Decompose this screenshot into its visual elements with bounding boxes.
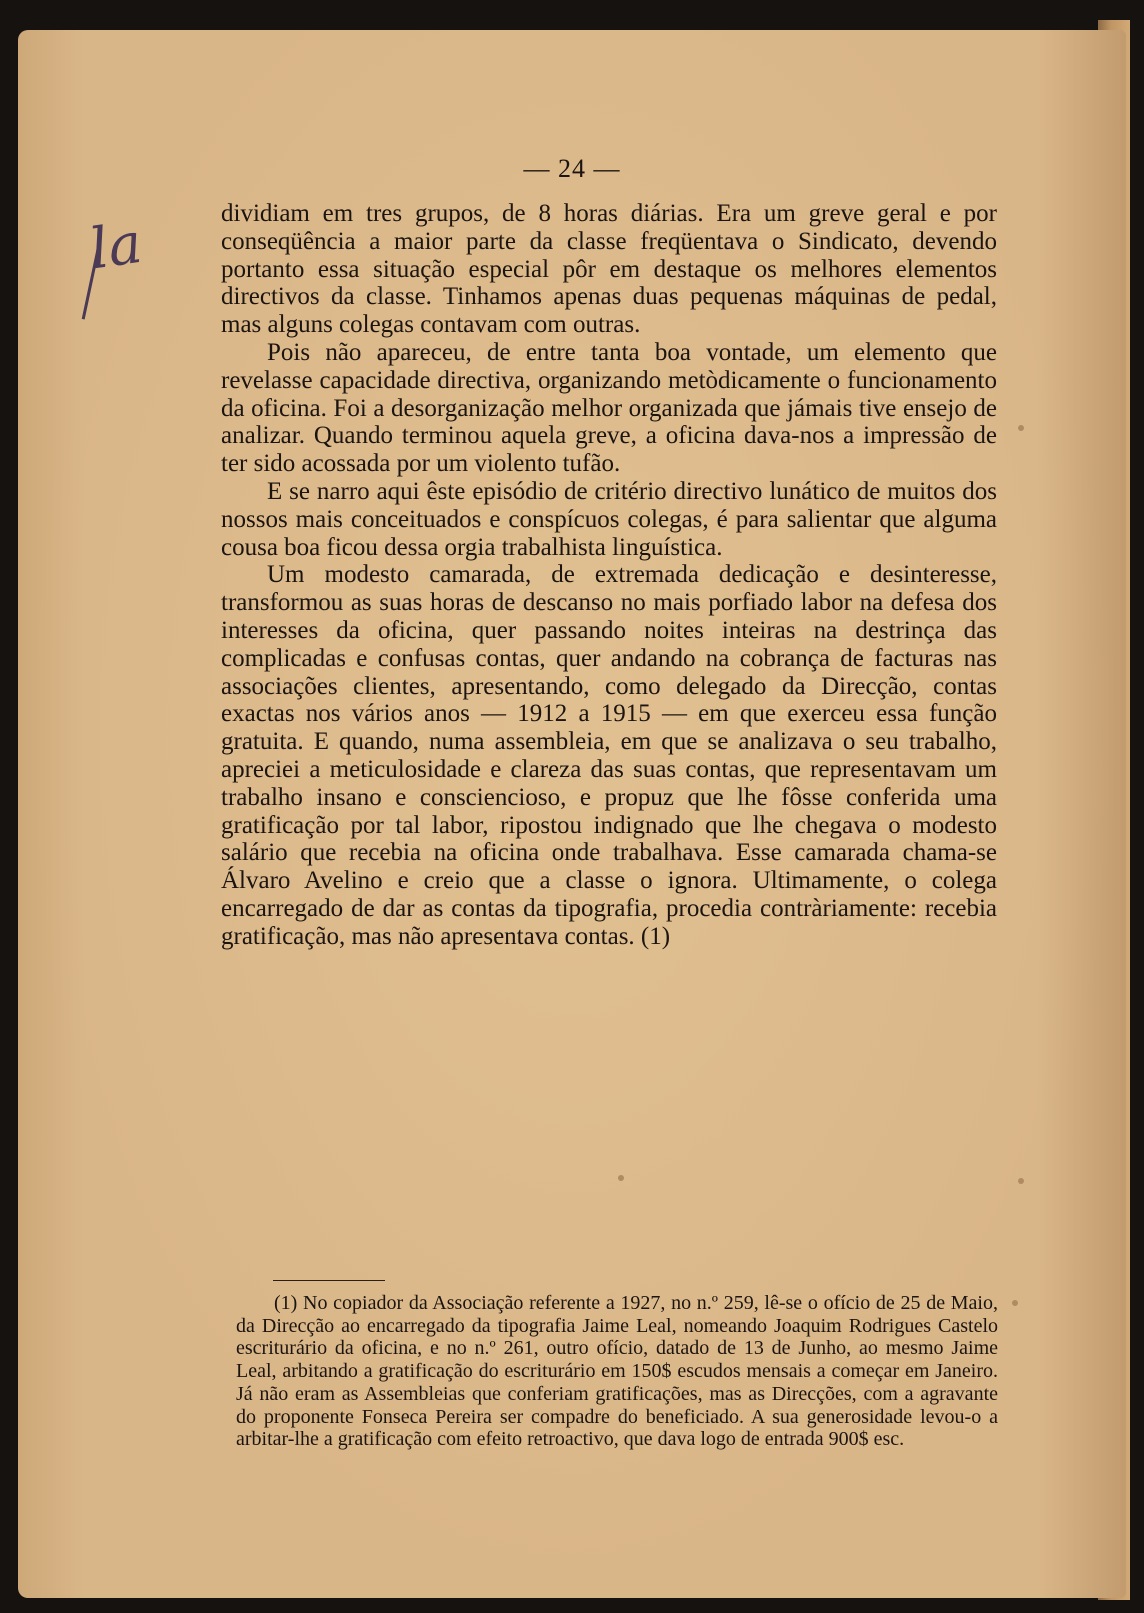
paper-speck <box>618 1175 624 1181</box>
page-number: — 24 — <box>523 154 621 183</box>
paragraph: Um modesto camarada, de extremada dedicação e desinteresse, transformou as suas horas de descanso no mais porfiado labor na defesa dos interesses da oficina, quer passando noites inteiras na destrinça das complicadas e confusas contas, quer andando na cobrança de facturas nas associações clientes, apresentando, como delegado da Direcção, contas exactas nos vários anos — 1912 a 1915 — em que exerceu essa função gratuita. E quando, numa assembleia, em que se analizava o seu trabalho, apreciei a meticulosidade e clareza das suas contas, que representavam um trabalho insano e consciencioso, e propuz que lhe fôsse conferida uma gratificação por tal labor, ripostou indignado que lhe chegava o modesto salário que recebia na oficina onde trabalhava. Esse camarada chama-se Álvaro Avelino e creio que a classe o ignora. Ultimamente, o colega encarregado de dar as contas da tipografia, procedia contràriamente: recebia gratificação, mas não apresentava contas. (1) <box>221 561 997 950</box>
paragraph: E se narro aqui êste episódio de critério directivo lunático de muitos dos nossos mais conceituados e conspícuos colegas, é para salientar que alguma cousa boa ficou dessa orgia trabalhista linguística. <box>221 477 997 561</box>
margin-annotation: la <box>86 210 146 283</box>
paper-speck <box>1012 1300 1018 1306</box>
footnote <box>236 1292 998 1451</box>
paper-speck <box>1018 425 1024 431</box>
footnote-text: (1) No copiador da Associação referente a 1927, no n.º 259, lê-se o ofício de 25 de Maio, da Direcção ao encarregado da tipografia Jaime Leal, nomeando Joaquim Rodrigues Castelo escriturário da oficina, e no n.º 261, outro ofício, datado de 13 de Junho, ao mesmo Jaime Leal, arbitando a gratificação do escriturário em 150$ escudos mensais a começar em Janeiro. Já não eram as Assembleias que conferiam gratificações, mas as Direcções, com a agravante do proponente Fonseca Pereira ser compadre do beneficiado. A sua generosidade levou-o a arbitar-lhe a gratificação com efeito retroactivo, que dava logo de entrada 900$ esc. <box>236 1292 998 1451</box>
body-text <box>221 200 997 951</box>
paper-speck <box>1018 1178 1024 1184</box>
book-page <box>18 30 1126 1598</box>
footnote-divider <box>273 1280 385 1281</box>
paragraph: dividiam em tres grupos, de 8 horas diárias. Era um greve geral e por conseqüência a maior parte da classe freqüentava o Sindicato, devendo portanto essa situação especial pôr em destaque os melhores elementos directivos da classe. Tinhamos apenas duas pequenas máquinas de pedal, mas alguns colegas contavam com outras. <box>221 200 997 339</box>
paragraph: Pois não apareceu, de entre tanta boa vontade, um elemento que revelasse capacidade directiva, organizando metòdicamente o funcionamento da oficina. Foi a desorganização melhor organizada que jámais tive ensejo de analizar. Quando terminou aquela greve, a oficina dava-nos a impressão de ter sido acossada por um violento tufão. <box>221 338 997 478</box>
